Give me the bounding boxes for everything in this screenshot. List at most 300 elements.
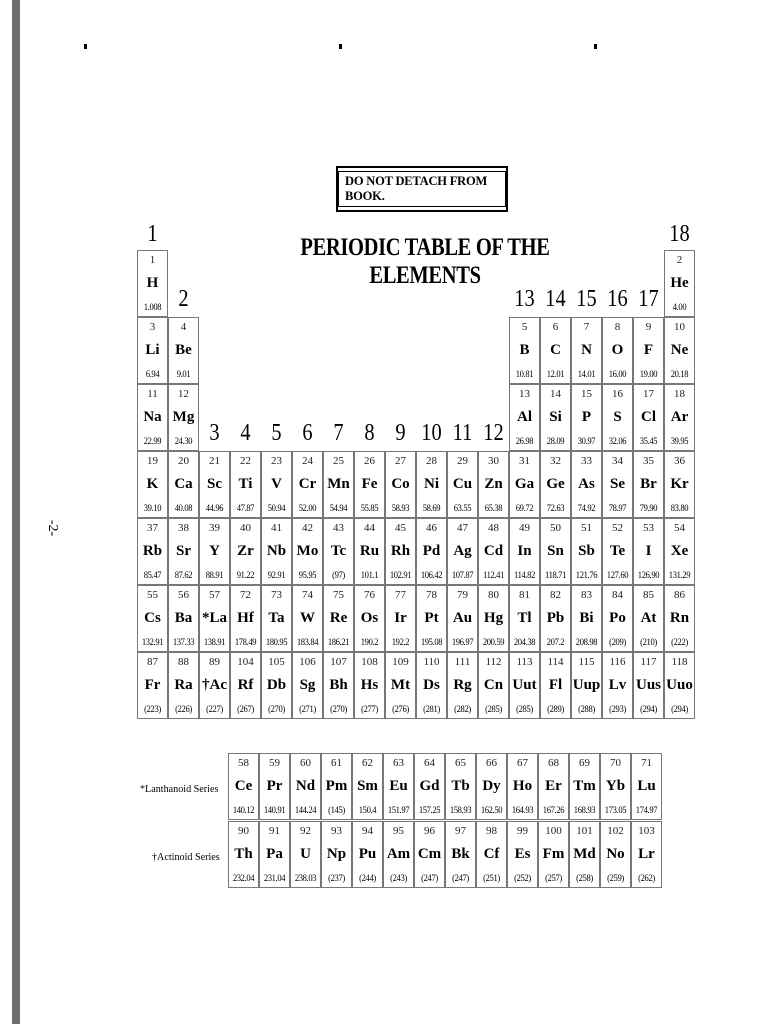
element-cell <box>354 585 385 652</box>
element-cell <box>385 451 416 518</box>
element-cell <box>571 317 602 384</box>
atomic-mass: 95.95 <box>298 571 317 581</box>
lanthanoid-cell <box>414 753 445 820</box>
atomic-number: 89 <box>209 656 220 668</box>
atomic-mass: 6.94 <box>145 370 160 380</box>
element-symbol: H <box>146 275 159 291</box>
element-symbol: C <box>550 342 561 358</box>
atomic-mass: 200.59 <box>482 638 505 648</box>
element-symbol: Sr <box>176 543 191 559</box>
atomic-mass: 232.04 <box>232 874 255 884</box>
element-symbol: Se <box>610 476 625 492</box>
element-symbol: Te <box>609 543 626 559</box>
actinoid-cell <box>228 821 259 888</box>
atomic-number: 30 <box>488 455 499 467</box>
atomic-mass: 106.42 <box>420 571 443 581</box>
atomic-number: 111 <box>454 656 471 668</box>
atomic-mass: (258) <box>576 874 593 884</box>
group-label: 6 <box>302 420 313 446</box>
atomic-mass: 50.94 <box>267 504 286 514</box>
atomic-mass: (277) <box>361 705 378 715</box>
atomic-mass: (281) <box>423 705 440 715</box>
actinoid-cell <box>538 821 569 888</box>
element-symbol: At <box>640 610 657 626</box>
atomic-mass: (271) <box>299 705 316 715</box>
element-cell <box>447 652 478 719</box>
atomic-mass: (247) <box>421 874 438 884</box>
atomic-mass: (251) <box>483 874 500 884</box>
actinoid-cell <box>352 821 383 888</box>
atomic-number: 17 <box>643 388 654 400</box>
element-symbol: Bk <box>451 846 470 862</box>
element-symbol: Kr <box>670 476 689 492</box>
atomic-number: 72 <box>240 589 251 601</box>
atomic-mass: (270) <box>268 705 285 715</box>
atomic-mass: (293) <box>609 705 626 715</box>
atomic-number: 64 <box>424 757 435 769</box>
group-label: 8 <box>364 420 375 446</box>
atomic-number: 40 <box>240 522 251 534</box>
atomic-mass: 207.2 <box>546 638 565 648</box>
atomic-mass: 10.81 <box>515 370 534 380</box>
atomic-mass: 54.94 <box>329 504 348 514</box>
element-symbol: Be <box>175 342 192 358</box>
atomic-number: 63 <box>393 757 404 769</box>
atomic-number: 22 <box>240 455 251 467</box>
atomic-mass: (244) <box>359 874 376 884</box>
atomic-number: 27 <box>395 455 406 467</box>
atomic-mass: (282) <box>454 705 471 715</box>
group-label: 7 <box>333 420 344 446</box>
atomic-mass: 16.00 <box>608 370 627 380</box>
element-symbol: Fr <box>144 677 161 693</box>
element-cell <box>168 451 199 518</box>
atomic-number: 43 <box>333 522 344 534</box>
element-cell <box>540 317 571 384</box>
element-symbol: Ba <box>174 610 193 626</box>
element-symbol: Pm <box>325 778 348 794</box>
atomic-number: 32 <box>550 455 561 467</box>
element-cell <box>323 518 354 585</box>
element-symbol: Er <box>545 778 562 794</box>
atomic-number: 80 <box>488 589 499 601</box>
element-cell <box>416 585 447 652</box>
atomic-mass: (243) <box>390 874 407 884</box>
element-symbol: Br <box>640 476 657 492</box>
atomic-mass: 9.01 <box>176 370 191 380</box>
group-label: 2 <box>178 286 189 312</box>
atomic-mass: (262) <box>638 874 655 884</box>
atomic-mass: 63.55 <box>453 504 472 514</box>
atomic-number: 51 <box>581 522 592 534</box>
element-symbol: N <box>581 342 592 358</box>
atomic-number: 42 <box>302 522 313 534</box>
atomic-number: 73 <box>271 589 282 601</box>
atomic-number: 92 <box>300 825 311 837</box>
atomic-number: 78 <box>426 589 437 601</box>
atomic-number: 46 <box>426 522 437 534</box>
element-cell <box>664 250 695 317</box>
atomic-number: 14 <box>550 388 561 400</box>
atomic-number: 61 <box>331 757 342 769</box>
atomic-number: 103 <box>638 825 655 837</box>
element-cell <box>199 652 230 719</box>
element-cell <box>509 317 540 384</box>
atomic-mass: 178.49 <box>234 638 257 648</box>
atomic-mass: 52.00 <box>298 504 317 514</box>
atomic-mass: 114.82 <box>513 571 536 581</box>
atomic-number: 85 <box>643 589 654 601</box>
element-cell <box>602 518 633 585</box>
atomic-mass: (210) <box>640 638 657 648</box>
element-symbol: Rn <box>669 610 690 626</box>
atomic-mass: 79.90 <box>639 504 658 514</box>
atomic-number: 6 <box>552 321 559 333</box>
element-symbol: Zr <box>237 543 254 559</box>
atomic-mass: 174.97 <box>635 806 658 816</box>
element-cell <box>447 585 478 652</box>
actinoid-cell <box>290 821 321 888</box>
element-cell <box>633 451 664 518</box>
atomic-number: 34 <box>612 455 623 467</box>
atomic-number: 44 <box>364 522 375 534</box>
element-cell <box>664 585 695 652</box>
element-symbol: Ar <box>670 409 689 425</box>
atomic-mass: (288) <box>578 705 595 715</box>
atomic-mass: (223) <box>144 705 161 715</box>
atomic-number: 1 <box>149 254 156 266</box>
atomic-number: 2 <box>676 254 683 266</box>
atomic-number: 3 <box>149 321 156 333</box>
element-symbol: Si <box>549 409 562 425</box>
element-cell <box>478 518 509 585</box>
element-symbol: Zn <box>484 476 503 492</box>
element-symbol: Cu <box>452 476 473 492</box>
atomic-mass: 30.97 <box>577 437 596 447</box>
element-symbol: Fe <box>361 476 378 492</box>
atomic-number: 9 <box>645 321 652 333</box>
atomic-mass: 65.38 <box>484 504 503 514</box>
atomic-mass: 22.99 <box>143 437 162 447</box>
lanthanoid-cell <box>476 753 507 820</box>
element-cell <box>602 652 633 719</box>
element-cell <box>664 384 695 451</box>
element-symbol: Ni <box>424 476 439 492</box>
element-symbol: Cf <box>483 846 500 862</box>
element-symbol: Db <box>266 677 287 693</box>
atomic-mass: 101.1 <box>360 571 379 581</box>
atomic-number: 55 <box>147 589 158 601</box>
element-cell <box>633 518 664 585</box>
atomic-mass: 138.91 <box>203 638 226 648</box>
element-cell <box>416 451 447 518</box>
atomic-mass: 87.62 <box>174 571 193 581</box>
atomic-mass: 40.08 <box>174 504 193 514</box>
atomic-mass: 180.95 <box>265 638 288 648</box>
element-symbol: Yb <box>605 778 626 794</box>
atomic-number: 26 <box>364 455 375 467</box>
lanthanoid-cell <box>228 753 259 820</box>
atomic-number: 100 <box>545 825 562 837</box>
group-label: 15 <box>576 286 597 312</box>
element-cell <box>199 451 230 518</box>
actinoid-cell <box>414 821 445 888</box>
element-symbol: Ra <box>174 677 193 693</box>
element-cell <box>137 585 168 652</box>
punch-mark <box>84 44 87 49</box>
atomic-mass: (259) <box>607 874 624 884</box>
group-label: 1 <box>147 221 158 247</box>
atomic-number: 114 <box>547 656 564 668</box>
atomic-number: 56 <box>178 589 189 601</box>
atomic-mass: (285) <box>516 705 533 715</box>
element-cell <box>261 652 292 719</box>
element-symbol: Pr <box>266 778 283 794</box>
atomic-number: 57 <box>209 589 220 601</box>
element-symbol: As <box>578 476 595 492</box>
atomic-mass: 140.12 <box>232 806 255 816</box>
notice-box <box>336 166 508 212</box>
atomic-mass: (294) <box>671 705 688 715</box>
atomic-mass: (247) <box>452 874 469 884</box>
atomic-number: 107 <box>330 656 347 668</box>
element-symbol: Fl <box>548 677 563 693</box>
element-symbol: Y <box>209 543 220 559</box>
element-symbol: Mo <box>296 543 319 559</box>
element-symbol: Al <box>517 409 532 425</box>
atomic-mass: 39.95 <box>670 437 689 447</box>
element-symbol: Bh <box>329 677 348 693</box>
element-symbol: Os <box>360 610 379 626</box>
group-label: 18 <box>669 221 690 247</box>
element-cell <box>509 518 540 585</box>
atomic-mass: 167.26 <box>542 806 565 816</box>
atomic-mass: (267) <box>237 705 254 715</box>
element-cell <box>385 652 416 719</box>
element-cell <box>168 518 199 585</box>
element-symbol: Cr <box>298 476 317 492</box>
element-symbol: Au <box>452 610 473 626</box>
actinoid-cell <box>259 821 290 888</box>
element-cell <box>137 317 168 384</box>
element-symbol: Mg <box>172 409 195 425</box>
atomic-number: 47 <box>457 522 468 534</box>
element-cell <box>602 451 633 518</box>
element-cell <box>664 652 695 719</box>
element-cell <box>354 451 385 518</box>
atomic-mass: 186.21 <box>327 638 350 648</box>
atomic-mass: 208.98 <box>575 638 598 648</box>
element-cell <box>509 384 540 451</box>
element-symbol: Pa <box>266 846 283 862</box>
element-symbol: Md <box>573 846 596 862</box>
atomic-number: 97 <box>455 825 466 837</box>
element-symbol: Ag <box>453 543 472 559</box>
element-cell <box>292 451 323 518</box>
atomic-mass: 131.29 <box>668 571 691 581</box>
atomic-number: 62 <box>362 757 373 769</box>
element-cell <box>199 585 230 652</box>
atomic-number: 106 <box>299 656 316 668</box>
element-symbol: Fm <box>542 846 565 862</box>
atomic-mass: 183.84 <box>296 638 319 648</box>
element-symbol: I <box>645 543 652 559</box>
atomic-mass: 144.24 <box>294 806 317 816</box>
atomic-number: 7 <box>583 321 590 333</box>
atomic-mass: (209) <box>609 638 626 648</box>
element-cell <box>633 585 664 652</box>
atomic-mass: (97) <box>332 571 345 581</box>
element-symbol: Tc <box>330 543 347 559</box>
atomic-mass: 132.91 <box>141 638 164 648</box>
atomic-number: 37 <box>147 522 158 534</box>
element-cell <box>323 585 354 652</box>
element-cell <box>509 451 540 518</box>
element-symbol: Rg <box>453 677 472 693</box>
atomic-number: 39 <box>209 522 220 534</box>
element-symbol: Cd <box>483 543 504 559</box>
atomic-number: 112 <box>485 656 502 668</box>
atomic-number: 45 <box>395 522 406 534</box>
element-symbol: Uus <box>635 677 661 693</box>
atomic-mass: 192.2 <box>391 638 410 648</box>
element-cell <box>633 384 664 451</box>
element-symbol: Ce <box>234 778 253 794</box>
atomic-mass: (276) <box>392 705 409 715</box>
element-cell <box>540 652 571 719</box>
group-label: 14 <box>545 286 566 312</box>
atomic-mass: 92.91 <box>267 571 286 581</box>
element-symbol: K <box>146 476 159 492</box>
atomic-number: 4 <box>180 321 187 333</box>
atomic-number: 52 <box>612 522 623 534</box>
atomic-mass: 1.008 <box>143 303 162 313</box>
atomic-number: 58 <box>238 757 249 769</box>
atomic-number: 69 <box>579 757 590 769</box>
element-cell <box>540 518 571 585</box>
atomic-number: 33 <box>581 455 592 467</box>
element-cell <box>416 652 447 719</box>
element-cell <box>664 518 695 585</box>
element-symbol: Mn <box>327 476 350 492</box>
atomic-mass: 102.91 <box>389 571 412 581</box>
element-symbol: Sg <box>299 677 316 693</box>
element-cell <box>354 518 385 585</box>
element-symbol: Ne <box>670 342 689 358</box>
atomic-mass: 39.10 <box>143 504 162 514</box>
atomic-number: 77 <box>395 589 406 601</box>
element-cell <box>478 652 509 719</box>
element-symbol: *La <box>201 610 227 626</box>
atomic-number: 60 <box>300 757 311 769</box>
element-symbol: Sc <box>207 476 222 492</box>
element-cell <box>664 451 695 518</box>
atomic-number: 91 <box>269 825 280 837</box>
lanthanoid-series-label: *Lanthanoid Series <box>140 783 219 795</box>
atomic-mass: (227) <box>206 705 223 715</box>
atomic-number: 71 <box>641 757 652 769</box>
element-symbol: Nd <box>295 778 316 794</box>
atomic-mass: (226) <box>175 705 192 715</box>
atomic-mass: 126.90 <box>637 571 660 581</box>
element-symbol: Ge <box>546 476 565 492</box>
atomic-number: 38 <box>178 522 189 534</box>
element-symbol: Uuo <box>666 677 693 693</box>
group-label: 12 <box>483 420 504 446</box>
element-cell <box>602 317 633 384</box>
atomic-number: 104 <box>237 656 254 668</box>
atomic-number: 28 <box>426 455 437 467</box>
element-cell <box>633 317 664 384</box>
atomic-number: 23 <box>271 455 282 467</box>
atomic-number: 95 <box>393 825 404 837</box>
atomic-mass: 118.71 <box>544 571 567 581</box>
element-cell <box>168 384 199 451</box>
element-cell <box>602 384 633 451</box>
element-symbol: O <box>611 342 624 358</box>
element-symbol: No <box>606 846 625 862</box>
atomic-number: 116 <box>609 656 626 668</box>
element-symbol: Li <box>145 342 160 358</box>
element-symbol: Cs <box>144 610 161 626</box>
atomic-number: 31 <box>519 455 530 467</box>
atomic-mass: 24.30 <box>174 437 193 447</box>
element-symbol: Ho <box>512 778 533 794</box>
atomic-number: 87 <box>147 656 158 668</box>
lanthanoid-cell <box>259 753 290 820</box>
element-symbol: U <box>300 846 311 862</box>
atomic-mass: 55.85 <box>360 504 379 514</box>
element-symbol: Th <box>234 846 253 862</box>
atomic-number: 15 <box>581 388 592 400</box>
atomic-number: 29 <box>457 455 468 467</box>
lanthanoid-cell <box>600 753 631 820</box>
element-symbol: Eu <box>389 778 408 794</box>
atomic-number: 50 <box>550 522 561 534</box>
element-cell <box>602 585 633 652</box>
element-symbol: In <box>517 543 532 559</box>
element-symbol: Rf <box>237 677 254 693</box>
element-cell <box>571 585 602 652</box>
element-symbol: P <box>581 409 592 425</box>
element-cell <box>261 518 292 585</box>
atomic-mass: 190.2 <box>360 638 379 648</box>
group-label: 16 <box>607 286 628 312</box>
atomic-mass: 72.63 <box>546 504 565 514</box>
element-cell <box>137 384 168 451</box>
atomic-number: 96 <box>424 825 435 837</box>
element-symbol: Uup <box>572 677 601 693</box>
atomic-number: 65 <box>455 757 466 769</box>
atomic-number: 76 <box>364 589 375 601</box>
element-cell <box>664 317 695 384</box>
atomic-number: 18 <box>674 388 685 400</box>
element-cell <box>447 451 478 518</box>
atomic-number: 67 <box>517 757 528 769</box>
atomic-number: 113 <box>516 656 533 668</box>
element-cell <box>230 451 261 518</box>
atomic-number: 11 <box>147 388 158 400</box>
lanthanoid-cell <box>507 753 538 820</box>
atomic-mass: 196.97 <box>451 638 474 648</box>
atomic-mass: 231.04 <box>263 874 286 884</box>
element-cell <box>230 652 261 719</box>
atomic-mass: 12.01 <box>546 370 565 380</box>
element-symbol: Ta <box>268 610 285 626</box>
atomic-mass: 32.06 <box>608 437 627 447</box>
element-cell <box>633 652 664 719</box>
atomic-number: 90 <box>238 825 249 837</box>
